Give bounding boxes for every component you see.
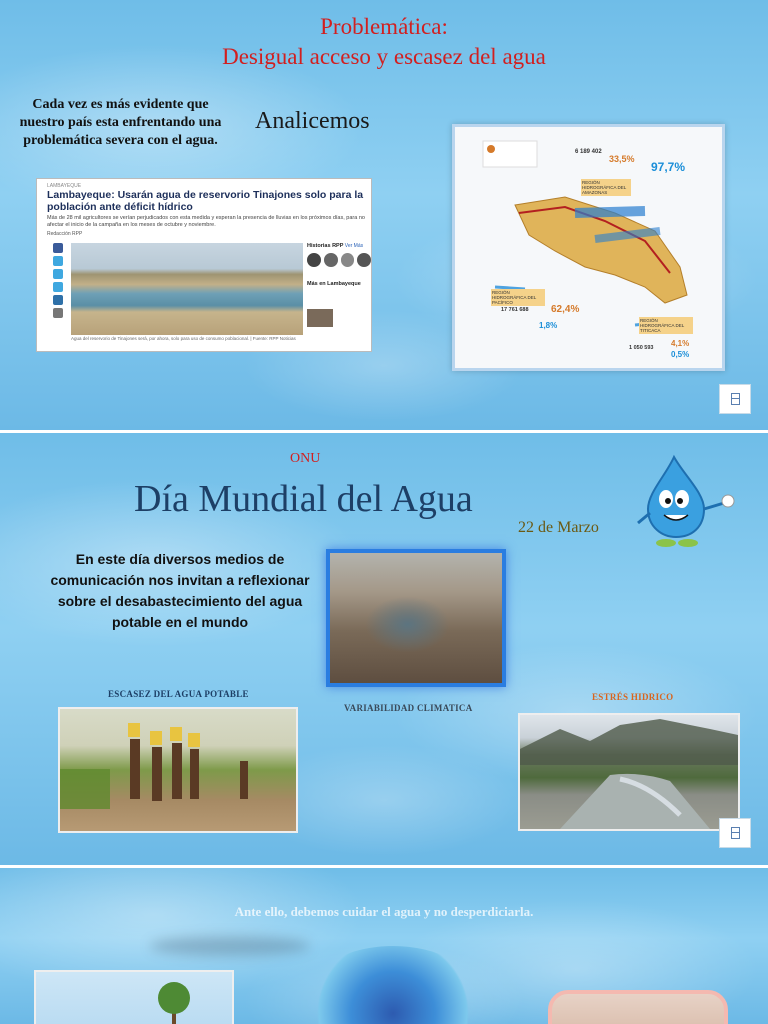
pct-4: 4,1% bbox=[671, 339, 690, 348]
decorative-shadow bbox=[150, 936, 310, 956]
news-screenshot bbox=[36, 178, 372, 352]
slide-dia-mundial bbox=[0, 433, 768, 865]
facebook-icon bbox=[53, 243, 63, 253]
slide-problematica bbox=[0, 0, 768, 430]
caption-variabilidad: VARIABILIDAD CLIMATICA bbox=[344, 703, 473, 713]
pct-1: 33,5% bbox=[609, 154, 635, 164]
title-line-1: Problemática: bbox=[320, 14, 448, 39]
pct-5: 0,5% bbox=[671, 350, 690, 359]
slide-cuidar-agua bbox=[0, 868, 768, 1024]
slide-nav-button[interactable] bbox=[719, 384, 751, 414]
value-3: 1 050 593 bbox=[629, 345, 654, 351]
drinking-water-photo bbox=[548, 990, 728, 1024]
story-thumb bbox=[324, 253, 338, 267]
news-meta: Redacción RPP bbox=[47, 231, 83, 237]
washing-basin-photo bbox=[312, 946, 474, 1024]
twitter-icon bbox=[53, 256, 63, 266]
children-carrying-water-photo bbox=[58, 707, 298, 833]
tree-photo bbox=[34, 970, 234, 1024]
photo-caption: Agua del reservorio de Tinajones será, por ahora, solo para uso de consumo poblacional. | Fuente: RPP Noticias bbox=[71, 336, 296, 341]
pct-big: 97,7% bbox=[651, 160, 686, 174]
date-label: 22 de Marzo bbox=[518, 519, 599, 536]
value-1: 6 189 402 bbox=[575, 149, 602, 155]
title-line-2: Desigual acceso y escasez del agua bbox=[222, 44, 546, 69]
peru-water-infographic bbox=[452, 124, 725, 371]
onu-label: ONU bbox=[290, 451, 321, 466]
river-graphic bbox=[520, 715, 738, 829]
region-titicaca: REGIÓN HIDROGRÁFICA DEL TITICACA bbox=[639, 317, 693, 334]
whatsapp-icon bbox=[53, 269, 63, 279]
messenger-icon bbox=[53, 282, 63, 292]
link-icon bbox=[53, 308, 63, 318]
sidebar-title: Historias RPP bbox=[307, 243, 344, 249]
description-text: En este día diversos medios de comunicación nos invitan a reflexionar sobre el desabastecimiento del agua potable en el mundo bbox=[50, 551, 310, 630]
story-thumb bbox=[357, 253, 371, 267]
region-pacifico: REGIÓN HIDROGRÁFICA DEL PACÍFICO bbox=[491, 289, 545, 306]
story-thumbnails bbox=[307, 253, 371, 267]
pct-3: 1,8% bbox=[539, 321, 558, 330]
sidebar-section: Más en Lambayeque bbox=[307, 281, 361, 287]
analicemos-heading: Analicemos bbox=[255, 108, 370, 134]
slide-title bbox=[100, 12, 668, 72]
news-section: LAMBAYEQUE bbox=[47, 183, 82, 189]
water-drop-mascot-icon bbox=[636, 453, 756, 549]
sidebar-more: Ver Más bbox=[344, 243, 364, 249]
story-thumb bbox=[307, 253, 321, 267]
children-figures bbox=[60, 709, 296, 831]
care-water-message: Ante ello, debemos cuidar el agua y no desperdiciarla. bbox=[234, 904, 534, 919]
social-share-icons bbox=[53, 243, 65, 321]
reservoir-photo bbox=[71, 243, 303, 335]
slide-icon bbox=[731, 827, 740, 839]
region-amazonas: REGIÓN HIDROGRÁFICA DEL AMAZONAS bbox=[581, 179, 631, 196]
dia-mundial-title: Día Mundial del Agua bbox=[134, 478, 473, 520]
sidebar-thumb bbox=[307, 309, 333, 327]
slide-nav-button[interactable] bbox=[719, 818, 751, 848]
caption-estres: ESTRÉS HIDRICO bbox=[592, 692, 674, 702]
linkedin-icon bbox=[53, 295, 63, 305]
news-headline: Lambayeque: Usarán agua de reservorio Tinajones solo para la población ante déficit hídrico bbox=[47, 189, 364, 213]
news-sidebar bbox=[307, 243, 371, 351]
slide-icon bbox=[731, 393, 740, 405]
river-photo bbox=[518, 713, 740, 831]
news-summary: Más de 28 mil agricultores se verían perjudicados con esta medida y esperan la presencia de lluvias en los próximos días, para no afectar el inicio de la campaña en los meses de octubre y noviembre. bbox=[47, 215, 365, 228]
story-thumb bbox=[341, 253, 355, 267]
water-leak-photo bbox=[326, 549, 506, 687]
tree-graphic bbox=[36, 972, 232, 1024]
intro-text: Cada vez es más evidente que nuestro país esta enfrentando una problemática severa con el agua. bbox=[19, 97, 222, 148]
pct-2: 62,4% bbox=[551, 304, 580, 315]
value-2: 17 761 688 bbox=[501, 307, 529, 313]
caption-escasez: ESCASEZ DEL AGUA POTABLE bbox=[108, 689, 249, 699]
